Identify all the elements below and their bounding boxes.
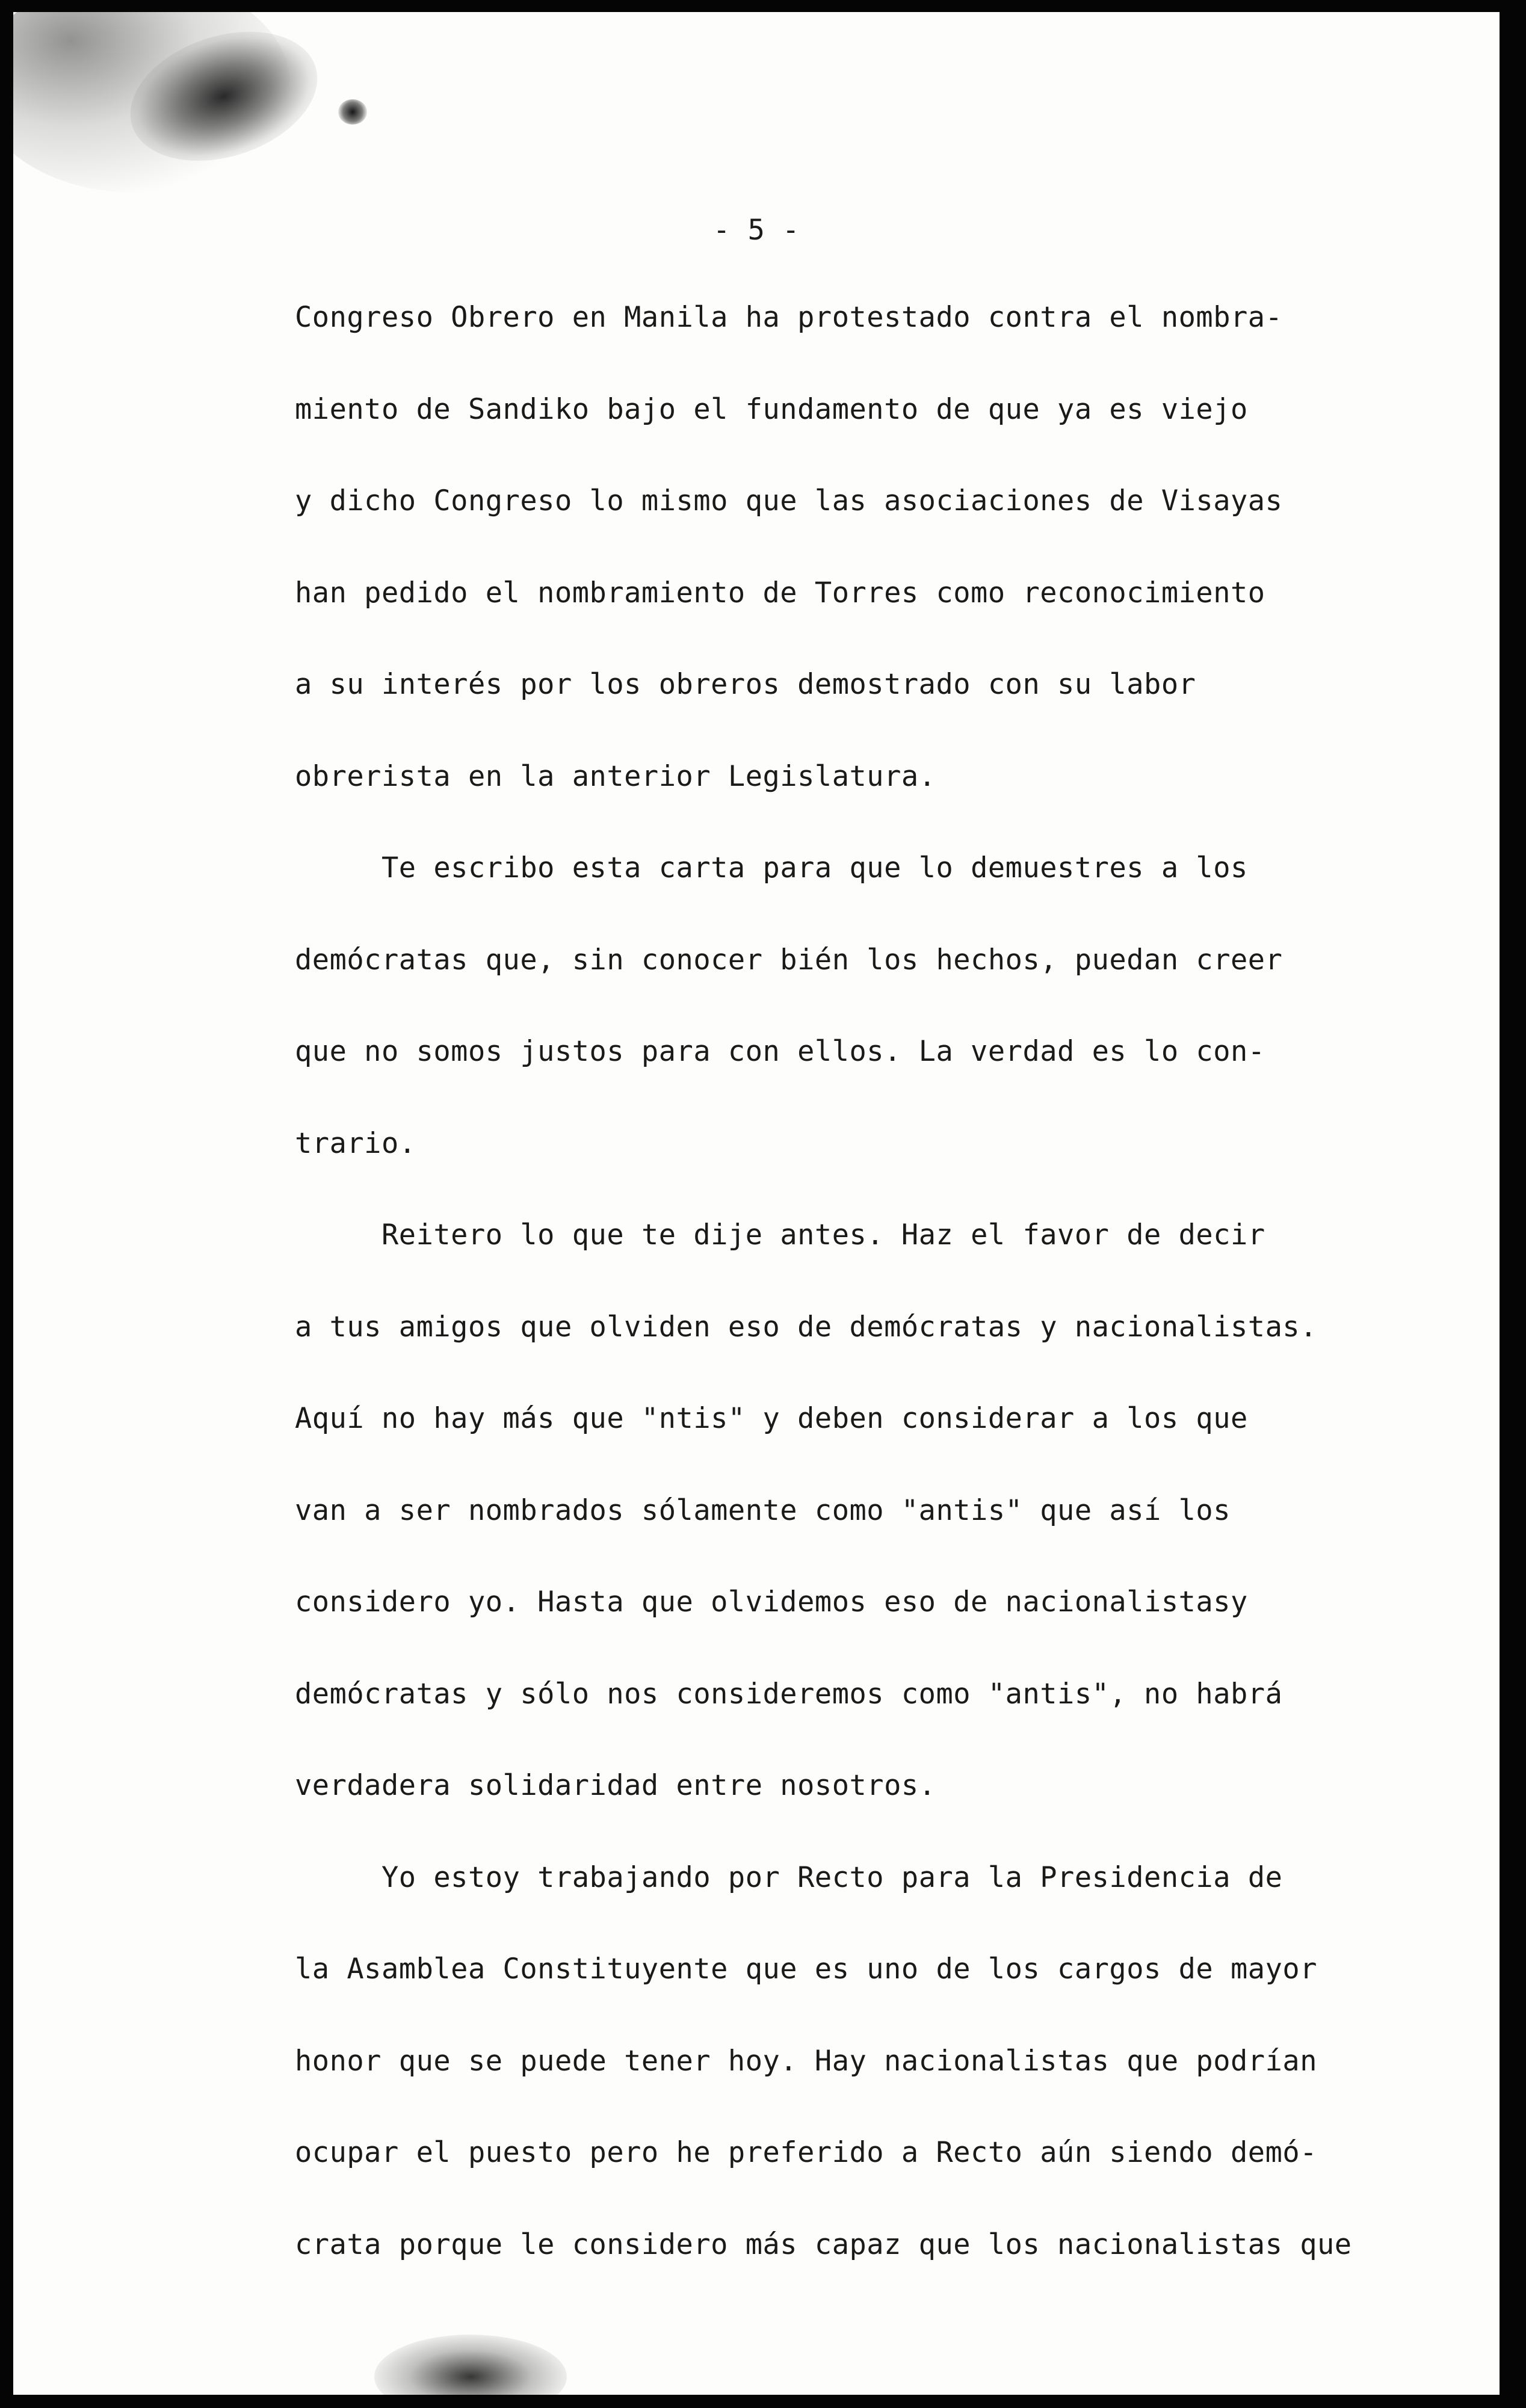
text-line: Aquí no hay más que "ntis" y deben considerar a los que [295, 1402, 1248, 1435]
text-line: considero yo. Hasta que olvidemos eso de nacionalistasy [295, 1585, 1248, 1619]
text-line: Congreso Obrero en Manila ha protestado contra el nombra- [295, 301, 1283, 334]
text-line: a tus amigos que olviden eso de demócratas y nacionalistas. [295, 1310, 1317, 1344]
text-line: Te escribo esta carta para que lo demuestres a los [382, 851, 1248, 884]
text-line: obrerista en la anterior Legislatura. [295, 759, 936, 793]
text-line: demócratas y sólo nos consideremos como "antis", no habrá [295, 1677, 1283, 1711]
text-line: Yo estoy trabajando por Recto para la Presidencia de [382, 1860, 1283, 1894]
page-number: - 5 - [713, 214, 800, 247]
document-page [13, 12, 1500, 2395]
text-line: crata porque le considero más capaz que los nacionalistas que [295, 2227, 1352, 2261]
text-line: a su interés por los obreros demostrado con su labor [295, 668, 1196, 701]
text-line: y dicho Congreso lo mismo que las asociaciones de Visayas [295, 484, 1283, 517]
text-line: trario. [295, 1126, 416, 1160]
text-line: miento de Sandiko bajo el fundamento de que ya es viejo [295, 392, 1248, 426]
text-line: Reitero lo que te dije antes. Haz el favor de decir [382, 1218, 1265, 1252]
text-line: han pedido el nombramiento de Torres como reconocimiento [295, 576, 1265, 610]
text-line: la Asamblea Constituyente que es uno de los cargos de mayor [295, 1953, 1317, 1986]
text-line: que no somos justos para con ellos. La verdad es lo con- [295, 1035, 1265, 1068]
typewritten-text [13, 12, 1500, 2395]
text-line: van a ser nombrados sólamente como "antis" que así los [295, 1493, 1231, 1527]
text-line: verdadera solidaridad entre nosotros. [295, 1769, 936, 1802]
text-line: ocupar el puesto pero he preferido a Recto aún siendo demó- [295, 2136, 1317, 2169]
text-line: honor que se puede tener hoy. Hay nacionalistas que podrían [295, 2044, 1317, 2078]
text-line: demócratas que, sin conocer bién los hechos, puedan creer [295, 943, 1283, 977]
